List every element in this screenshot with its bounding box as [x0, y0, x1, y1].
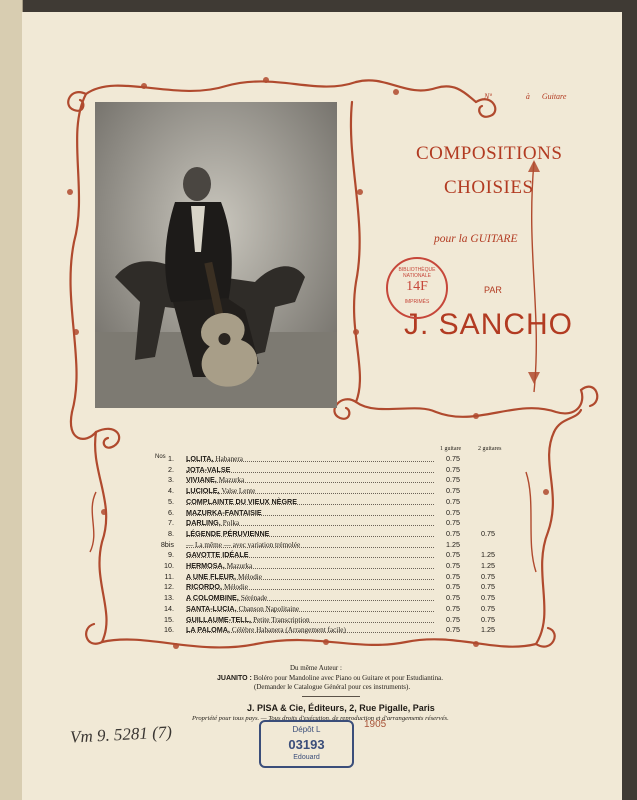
composer-name: J. SANCHO [404, 308, 574, 341]
footer-divider [302, 696, 360, 697]
rights-line: Propriété pour tous pays. — Tous droits d'exécution, de reproduction et d'arrangements réservés. [192, 715, 449, 722]
leader-dots [186, 632, 434, 633]
price-one-guitar: 0.75 [446, 496, 460, 506]
library-stamp [386, 257, 448, 319]
composer-photograph [95, 102, 337, 408]
juanito-line [217, 674, 443, 682]
piece-subtitle: — La même — avec variation trémolée [186, 540, 301, 549]
price-two-guitars: 0.75 [481, 528, 495, 538]
corner-note [484, 92, 566, 101]
leader-dots [186, 504, 434, 505]
piece-title-main: COMPLAINTE DU VIEUX NÈGRE [186, 496, 298, 506]
library-stamp-bottom: IMPRIMÉS [404, 299, 430, 305]
piece-number: 13. [164, 593, 174, 603]
piece-row [146, 625, 506, 635]
piece-title-main: MAZURKA-FANTAISIE [186, 507, 262, 517]
adjacent-page-edge [0, 0, 23, 800]
piece-number: 2. [168, 464, 174, 474]
price-one-guitar: 0.75 [446, 593, 460, 603]
header-one-guitar: 1 guitare [440, 446, 462, 452]
leader-dots [186, 568, 434, 569]
price-one-guitar: 1.25 [446, 539, 460, 549]
piece-subtitle: Habanera [215, 455, 243, 463]
leader-dots [186, 547, 434, 548]
piece-subtitle: Mélodie [238, 572, 262, 581]
piece-title-main: LÉGENDE PÉRUVIENNE [186, 528, 270, 538]
price-one-guitar: 0.75 [446, 528, 460, 538]
leader-dots [186, 515, 434, 516]
price-one-guitar: 0.75 [446, 518, 460, 528]
price-two-guitars: 0.75 [481, 603, 495, 613]
piece-title-main: DARLING, [186, 518, 221, 528]
leader-dots [186, 589, 434, 590]
price-one-guitar: 0.75 [446, 582, 460, 592]
piece-title-main: LOLITA, [186, 454, 214, 463]
piece-title-main: LA PALOMA, [186, 625, 230, 635]
subtitle [434, 233, 517, 245]
title-line-2: CHOISIES [444, 177, 534, 198]
piece-row [146, 615, 506, 625]
library-stamp-top: BIBLIOTHÈQUE NATIONALE [398, 267, 436, 279]
deposit-stamp [259, 720, 354, 768]
price-two-guitars: 0.75 [481, 614, 495, 624]
handwritten-shelfmark: Vm 9. 5281 (7) [69, 722, 173, 747]
leader-dots [186, 536, 434, 537]
leader-dots [186, 482, 434, 483]
piece-title-main: JOTA-VALSE [186, 464, 231, 474]
leader-dots [186, 472, 434, 473]
piece-row [146, 508, 506, 518]
piece-row [146, 518, 506, 528]
piece-row [146, 572, 506, 582]
price-two-guitars: 0.75 [481, 593, 495, 603]
price-one-guitar: 0.75 [446, 464, 460, 474]
piece-row [146, 497, 506, 507]
price-one-guitar: 0.75 [446, 550, 460, 560]
price-one-guitar: 0.75 [446, 603, 460, 613]
header-two-guitars: 2 guitares [478, 446, 502, 452]
piece-subtitle: Mélodie [223, 583, 248, 592]
piece-subtitle: Célèbre Habanera (Arrangement facile) [231, 626, 346, 635]
deposit-year: 1905 [364, 719, 387, 730]
same-author-label: Du même Auteur : [290, 664, 342, 672]
leader-dots [186, 525, 434, 526]
library-stamp-center: 14F [406, 279, 428, 294]
piece-row [146, 454, 506, 464]
subtitle-guitare: GUITARE [470, 233, 518, 245]
price-one-guitar: 0.75 [446, 561, 460, 570]
piece-row [146, 582, 506, 592]
corner-a-label: à [525, 92, 530, 101]
title-line-1: COMPOSITIONS [416, 143, 563, 164]
piece-title-main: A UNE FLEUR, [186, 571, 237, 581]
price-two-guitars: 0.75 [481, 571, 495, 581]
piece-number: 15. [164, 614, 174, 624]
piece-number: 11. [164, 571, 174, 581]
juanito-description: Boléro pour Mandoline avec Piano ou Guitare et pour Estudiantina. [253, 674, 443, 682]
piece-title-main: VIVIANE, [186, 475, 217, 485]
piece-title-main: GAVOTTE IDÉALE [186, 550, 249, 560]
deposit-stamp-bottom: Edouard [293, 754, 320, 761]
piece-row [146, 593, 506, 603]
piece-number: 16. [164, 625, 174, 635]
piece-number: 10. [164, 561, 174, 570]
leader-dots [186, 611, 434, 612]
piece-title-main: LUCIOLE, [186, 486, 220, 496]
price-one-guitar: 0.75 [446, 625, 460, 635]
piece-number: 3. [168, 475, 174, 485]
piece-row [146, 604, 506, 614]
price-two-guitars: 1.25 [481, 550, 495, 560]
corner-number-label: Nº [484, 92, 492, 101]
corner-guitar-label: Guitare [541, 92, 567, 101]
piece-title-main: A COLOMBINE, [186, 593, 239, 603]
piece-row [146, 540, 506, 550]
piece-title-main: GUILLAUME-TELL, [186, 614, 252, 624]
price-one-guitar: 0.75 [446, 454, 460, 463]
price-two-guitars: 1.25 [481, 561, 495, 570]
piece-number: 14. [164, 603, 174, 613]
deposit-stamp-top: Dépôt L [292, 725, 321, 734]
deposit-stamp-number: 03193 [288, 737, 325, 752]
price-two-guitars: 1.25 [481, 625, 495, 635]
price-one-guitar: 0.75 [446, 486, 460, 496]
piece-row [146, 561, 506, 571]
piece-row [146, 465, 506, 475]
catalogue-note: (Demander le Catalogue Général pour ces instruments). [254, 683, 411, 691]
piece-title-main: SANTA-LUCIA, [186, 603, 237, 613]
piece-number: 7. [168, 518, 174, 528]
piece-row [146, 475, 506, 485]
piece-subtitle: Mazurka [226, 562, 253, 570]
price-one-guitar: 0.75 [446, 614, 460, 624]
piece-subtitle: Valse Lente [221, 487, 256, 496]
by-label: PAR [484, 285, 502, 295]
piece-subtitle: Sérénade [240, 594, 268, 603]
piece-number: 12. [164, 582, 174, 592]
piece-number: 1. [168, 454, 174, 463]
piece-subtitle: Petite Transcription [253, 615, 310, 624]
list-prefix: Nos [155, 454, 166, 460]
price-one-guitar: 0.75 [446, 507, 460, 517]
publisher-line: J. PISA & Cie, Éditeurs, 2, Rue Pigalle, Paris [247, 703, 435, 713]
price-two-guitars: 0.75 [481, 582, 495, 592]
leader-dots [186, 557, 434, 558]
piece-number: 8bis [160, 539, 174, 549]
leader-dots [186, 579, 434, 580]
price-one-guitar: 0.75 [446, 475, 460, 485]
leader-dots [186, 600, 434, 601]
piece-number: 4. [168, 486, 174, 496]
leader-dots [186, 461, 434, 462]
piece-row [146, 529, 506, 539]
juanito-title: JUANITO : [217, 675, 252, 682]
leader-dots [186, 493, 434, 494]
piece-subtitle: Chanson Napolitaine [238, 604, 300, 613]
subtitle-pour: pour la [434, 233, 468, 245]
piece-number: 5. [168, 496, 174, 506]
piece-number: 9. [168, 550, 174, 560]
piece-title-main: HERMOSA, [186, 561, 225, 570]
piece-row [146, 550, 506, 560]
piece-row [146, 486, 506, 496]
piece-subtitle: Mazurka [218, 476, 245, 485]
piece-title-main: RICORDO, [186, 582, 222, 592]
leader-dots [186, 622, 434, 623]
piece-number: 6. [168, 507, 174, 517]
piece-number: 8. [168, 528, 174, 538]
price-one-guitar: 0.75 [446, 571, 460, 581]
piece-subtitle: Polka [222, 519, 240, 528]
